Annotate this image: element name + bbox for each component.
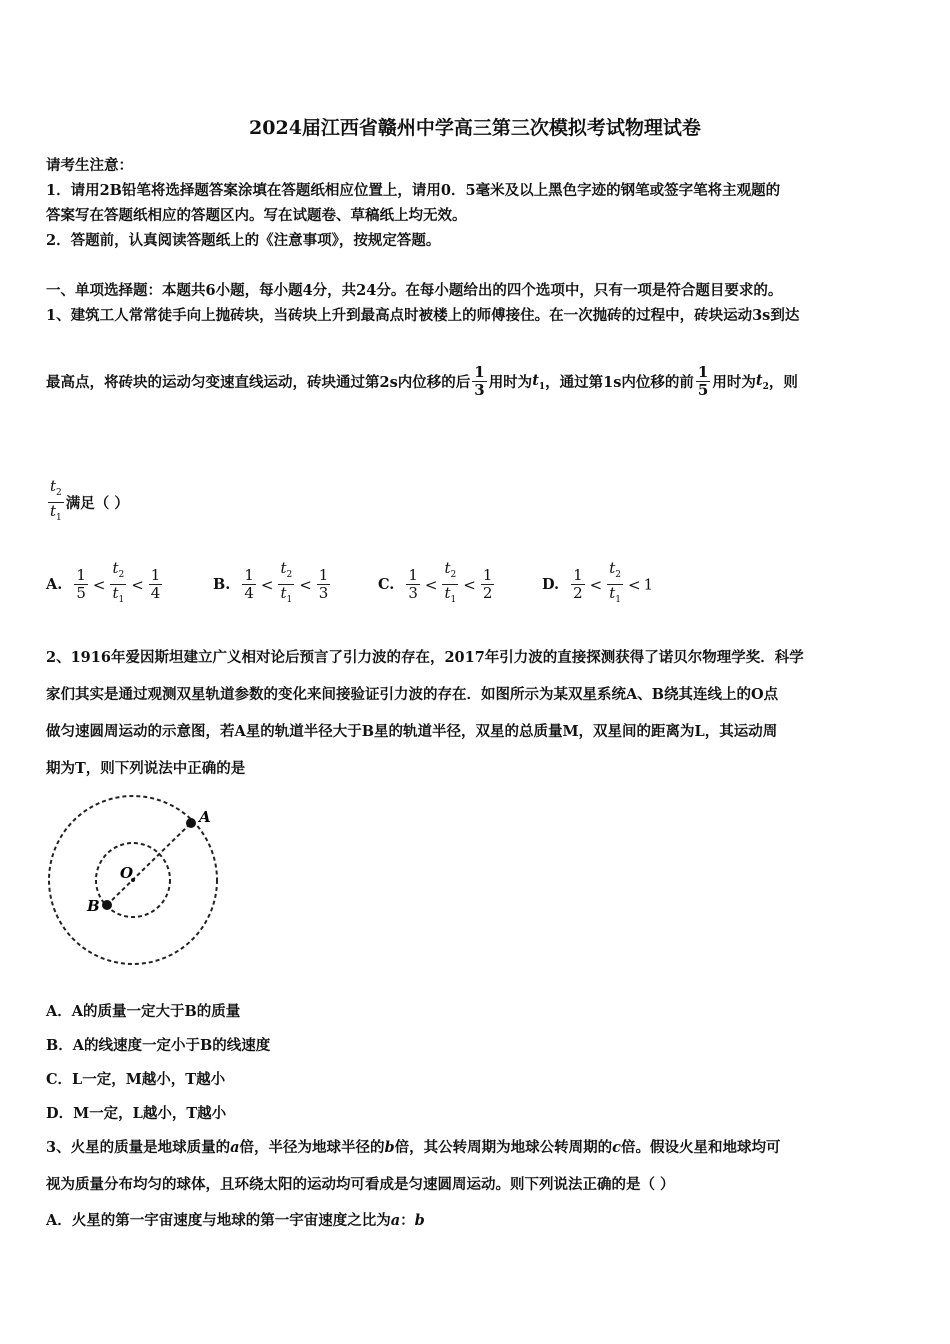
label-b: B: [87, 897, 100, 915]
q1-option-b[interactable]: B. $\frac{1}{4}$ < $\frac{t_2}{t_1}$ < $\frac{1}{3}$: [213, 560, 332, 609]
fraction-one-fifth: $\frac{1}{5}$: [697, 363, 709, 399]
q2-line-4: 期为T，则下列说法中正确的是: [46, 760, 246, 777]
q2-option-a[interactable]: A．A的质量一定大于B的质量: [46, 1003, 241, 1020]
q2-line-1: 2、1916年爱因斯坦建立广义相对论后预言了引力波的存在，2017年引力波的直接探测获得了诺贝尔物理学奖．科学: [46, 649, 804, 666]
q3-option-a[interactable]: A．火星的第一宇宙速度与地球的第一宇宙速度之比为a：b: [46, 1212, 425, 1229]
q1-line-2: 最高点，将砖块的运动匀变速直线运动，砖块通过第2s内位移的后 $\frac{1}{3}$ 用时为$t_1$，通过第1s内位移的前 $\frac{1}{5}$ 用时为$t_2$，则: [46, 363, 798, 399]
notice-item-2: 2．答题前，认真阅读答题纸上的《注意事项》，按规定答题。: [46, 232, 441, 249]
label-o: O: [120, 864, 134, 882]
section-heading-single-choice: 一、单项选择题：本题共6小题，每小题4分，共24分。在每小题给出的四个选项中，只有一项是符合题目要求的。: [46, 282, 783, 299]
binary-star-figure: [40, 785, 230, 975]
fraction-one-third: $\frac{1}{3}$: [474, 363, 485, 399]
star-b-dot: [102, 900, 112, 910]
q2-option-d[interactable]: D．M一定，L越小，T越小: [46, 1105, 227, 1122]
star-a-dot: [186, 818, 196, 828]
q2-option-b[interactable]: B．A的线速度一定小于B的线速度: [46, 1037, 271, 1054]
q1-line-3: $\frac{t_2}{t_1}$ 满足（ ）: [46, 478, 129, 527]
q3-line-1: 3、火星的质量是地球质量的a倍，半径为地球半径的b倍，其公转周期为地球公转周期的c倍。假设火星和地球均可: [46, 1139, 781, 1156]
q3-line-2: 视为质量分布均匀的球体，且环绕太阳的运动均可看成是匀速圆周运动。则下列说法正确的是（ ）: [46, 1176, 675, 1193]
q2-line-2: 家们其实是通过观测双星轨道参数的变化来间接验证引力波的存在．如图所示为某双星系统A、B绕其连线上的O点: [46, 686, 779, 703]
notice-item-1-line-1: 1．请用2B铅笔将选择题答案涂填在答题纸相应位置上，请用0．5毫米及以上黑色字迹的钢笔或签字笔将主观题的: [46, 182, 781, 199]
q2-line-3: 做匀速圆周运动的示意图，若A星的轨道半径大于B星的轨道半径，双星的总质量M，双星间的距离为L，其运动周: [46, 723, 778, 740]
notice-item-1-line-2: 答案写在答题纸相应的答题区内。写在试题卷、草稿纸上均无效。: [46, 207, 467, 224]
q1-option-d[interactable]: D. $\frac{1}{2}$ < $\frac{t_2}{t_1}$ < 1: [542, 560, 653, 609]
q1-option-a[interactable]: A. $\frac{1}{5}$ < $\frac{t_2}{t_1}$ < $\frac{1}{4}$: [46, 560, 164, 609]
q2-option-c[interactable]: C．L一定，M越小，T越小: [46, 1071, 226, 1088]
page-title: 2024届江西省赣州中学高三第三次模拟考试物理试卷: [249, 117, 701, 139]
q1-line-1: 1、建筑工人常常徒手向上抛砖块，当砖块上升到最高点时被楼上的师傅接住。在一次抛砖的过程中，砖块运动3s到达: [46, 307, 800, 324]
q1-option-c[interactable]: C. $\frac{1}{3}$ < $\frac{t_2}{t_1}$ < $\frac{1}{2}$: [378, 560, 496, 609]
ratio-t2-over-t1: $\frac{t_2}{t_1}$: [48, 478, 64, 527]
notice-heading: 请考生注意：: [46, 157, 133, 174]
label-a: A: [199, 808, 211, 826]
